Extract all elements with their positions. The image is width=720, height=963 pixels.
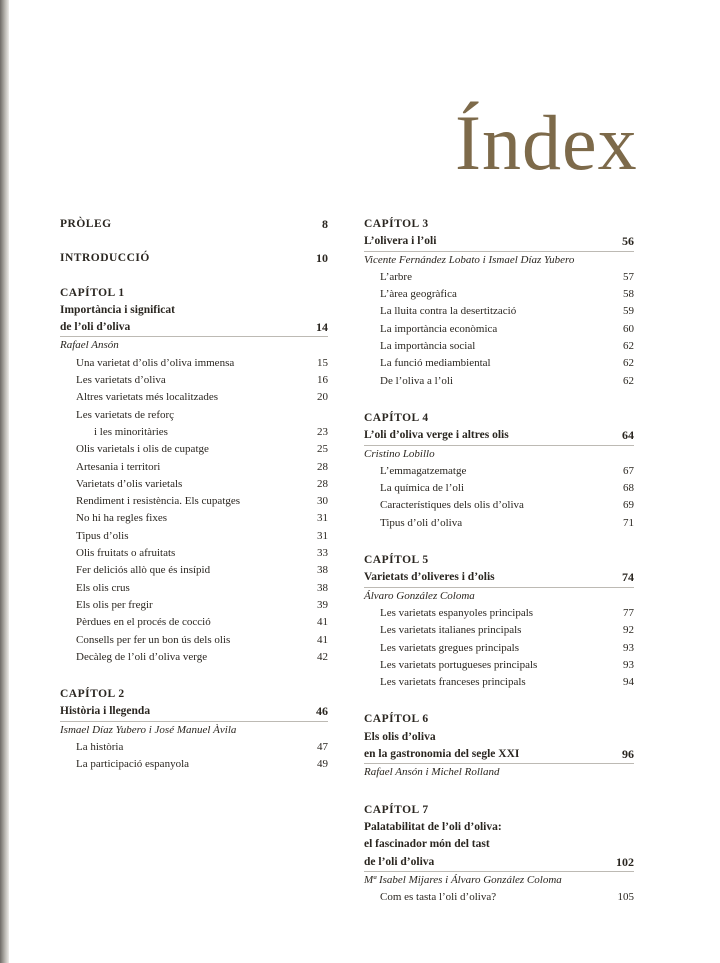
page-number: 93 [623,641,634,654]
toc-text: CAPÍTOL 3 [364,218,429,230]
page-number: 92 [623,624,634,637]
toc-subentry [60,528,328,545]
toc-column-right [364,216,634,906]
toc-text: La funció mediambiental [380,357,491,370]
page-number: 77 [623,606,634,619]
page-number: 62 [623,357,634,370]
toc-text: De l’oliva a l’oli [380,374,454,387]
toc-text: Vicente Fernández Lobato i Ismael Díaz Yubero [364,253,575,266]
chapter-heading [364,802,634,819]
spacer [60,233,328,250]
page-title: Índex [455,99,638,186]
page-number: 69 [623,499,634,512]
toc-subentry [60,545,328,562]
chapter-title [60,703,328,721]
toc-text: Els olis per fregir [76,598,153,611]
toc-text: La química de l’oli [380,482,464,495]
toc-text: L’olivera i l’oli [364,235,437,248]
toc-text: CAPÍTOL 6 [364,713,429,726]
toc-text: Les varietats franceses principals [380,676,526,689]
chapter-author [60,337,328,354]
spacer [364,390,634,410]
toc-text: Els olis d’oliva [364,730,436,743]
toc-subentry [60,614,328,631]
page-number: 96 [622,747,634,762]
spacer [364,691,634,711]
toc-entry [60,216,328,233]
page-number: 71 [623,516,634,529]
toc-subentry [364,674,634,691]
page-number: 62 [623,374,634,387]
page-number: 28 [317,477,328,490]
page-number: 67 [623,464,634,477]
toc-text: L’arbre [380,270,412,283]
chapter-heading [364,711,634,728]
toc-text: Varietats d’oliveres i d’olis [364,571,495,584]
toc-text: Artesania i territori [76,460,161,473]
toc-subentry [364,338,634,355]
toc-subentry [60,389,328,406]
chapter-author [364,872,634,889]
page-number: 20 [317,391,328,404]
page-number: 59 [623,305,634,318]
toc-text: INTRODUCCIÓ [60,252,150,265]
toc-text: Importància i significat [60,303,175,316]
page-number: 47 [317,741,328,754]
toc-entry [60,250,328,267]
toc-subentry [60,632,328,649]
page-number: 49 [317,758,328,771]
toc-subentry [60,493,328,510]
toc-subentry [60,407,328,424]
page-number: 62 [623,340,634,353]
toc-text: La importància social [380,340,476,353]
page-number: 16 [317,374,328,387]
toc-subentry [364,303,634,320]
toc-text: Les varietats portugueses principals [380,658,538,671]
chapter-title [364,729,634,746]
toc-subentry [60,756,328,773]
spacer [364,532,634,552]
toc-subentry [60,739,328,756]
toc-text: Les varietats d’oliva [76,374,166,387]
toc-text: Les varietats de reforç [76,408,175,421]
toc-text: Tipus d’oli d’oliva [380,516,463,529]
toc-text: Rendiment i resistència. Els cupatges [76,495,241,508]
page-number: 23 [317,425,328,438]
page-number: 41 [317,616,328,629]
toc-subentry [60,580,328,597]
toc-subentry [60,649,328,666]
toc-text: en la gastronomia del segle XXI [364,748,520,761]
toc-text: Com es tasta l’oli d’oliva? [380,891,497,904]
chapter-title [60,302,328,319]
chapter-title [364,836,634,853]
toc-text: Fer deliciós allò que és insípid [76,564,211,577]
toc-text: L’oli d’oliva verge i altres olis [364,429,509,442]
toc-text: PRÒLEG [60,218,112,230]
page-number: 28 [317,460,328,473]
toc-text: Cristino Lobillo [364,447,435,460]
page-number: 93 [623,658,634,671]
chapter-heading [364,552,634,569]
chapter-heading [60,686,328,703]
chapter-author [364,446,634,463]
toc-text: Pèrdues en el procés de cocció [76,616,211,629]
chapter-author [364,588,634,605]
toc-text: Decàleg de l’oli d’oliva verge [76,650,208,663]
chapter-heading [364,410,634,427]
toc-text: La importància econòmica [380,322,498,335]
toc-text: Varietats d’olis varietals [76,477,183,490]
chapter-title [364,569,634,587]
toc-subentry [60,355,328,372]
toc-text: Les varietats italianes principals [380,624,522,637]
toc-subentry [364,515,634,532]
page-number: 42 [317,650,328,663]
toc-text: Mª Isabel Mijares i Álvaro González Coloma [364,873,562,886]
chapter-heading [60,285,328,302]
toc-subentry [364,463,634,480]
page-number: 64 [622,428,634,443]
page-number: 25 [317,443,328,456]
chapter-title [364,427,634,445]
page-number: 31 [317,512,328,525]
toc-text: L’àrea geogràfica [380,288,457,301]
page-number: 56 [622,234,634,249]
toc-subentry [60,597,328,614]
book-spine-shadow [0,0,9,963]
page-number: 41 [317,633,328,646]
page-number: 30 [317,495,328,508]
toc-text: La lluita contra la desertització [380,305,517,318]
toc-text: Característiques dels olis d’oliva [380,499,524,512]
page-number: 33 [317,547,328,560]
page-number: 14 [316,320,328,335]
toc-text: La participació espanyola [76,758,190,771]
toc-text: Rafael Ansón [60,339,119,352]
page-number: 8 [322,217,328,231]
toc-text: i les minoritàries [94,425,168,438]
toc-text: Olis fruitats o afruitats [76,547,176,560]
toc-text: Ismael Díaz Yubero i José Manuel Àvila [60,723,237,736]
page-number: 58 [623,288,634,301]
toc-text: Álvaro González Coloma [364,589,475,602]
toc-subentry [364,605,634,622]
toc-column-left [60,216,328,774]
spacer [60,268,328,285]
page-number: 10 [316,251,328,266]
toc-subentry [364,355,634,372]
toc-subentry [364,889,634,906]
chapter-author [364,764,634,781]
toc-text: de l’oli d’oliva [364,855,435,868]
toc-subentry [364,622,634,639]
toc-subentry [364,286,634,303]
page-number: 38 [317,581,328,594]
toc-subentry [60,424,328,441]
page-number: 31 [317,529,328,542]
toc-text: L’emmagatzematge [380,464,467,477]
page-number: 46 [316,704,328,719]
toc-text: Els olis crus [76,581,130,594]
toc-text: CAPÍTOL 5 [364,554,429,567]
page-number: 74 [622,570,634,585]
toc-text: Les varietats espanyoles principals [380,606,534,619]
toc-text: CAPÍTOL 7 [364,803,429,816]
chapter-title [364,746,634,764]
toc-text: Tipus d’olis [76,529,129,542]
toc-text: CAPÍTOL 1 [60,286,125,299]
spacer [60,666,328,686]
chapter-author [364,252,634,269]
toc-text: Consells per fer un bon ús dels olis [76,633,231,646]
page-number: 60 [623,322,634,335]
toc-text: La història [76,741,124,754]
page-number: 38 [317,564,328,577]
toc-subentry [60,562,328,579]
toc-subentry [364,640,634,657]
page-number: 105 [617,891,634,904]
toc-text: Les varietats gregues principals [380,641,519,654]
chapter-title [364,233,634,251]
toc-subentry [364,497,634,514]
toc-text: CAPÍTOL 4 [364,411,429,424]
toc-subentry [60,510,328,527]
chapter-heading [364,216,634,233]
toc-text: Una varietat d’olis d’oliva immensa [76,356,235,369]
chapter-title [60,319,328,337]
toc-text: No hi ha regles fixes [76,512,168,525]
toc-subentry [364,657,634,674]
toc-subentry [364,480,634,497]
chapter-title [364,854,634,872]
page-number: 15 [317,356,328,369]
toc-text: Altres varietats més localitzades [76,391,219,404]
toc-subentry [364,373,634,390]
toc-text: Olis varietals i olis de cupatge [76,443,209,456]
toc-subentry [364,269,634,286]
toc-text: CAPÍTOL 2 [60,688,125,701]
page-number: 94 [623,676,634,689]
toc-text: Palatabilitat de l’oli d’oliva: [364,820,502,833]
toc-subentry [60,372,328,389]
page-number: 39 [317,598,328,611]
chapter-title [364,819,634,836]
toc-subentry [60,441,328,458]
page-number: 57 [623,270,634,283]
toc-subentry [60,459,328,476]
toc-subentry [60,476,328,493]
toc-text: de l’oli d’oliva [60,321,131,334]
spacer [364,782,634,802]
toc-text: Rafael Ansón i Michel Rolland [364,766,500,779]
toc-text: Història i llegenda [60,705,151,718]
toc-text: el fascinador món del tast [364,838,490,851]
page-number: 102 [616,854,634,869]
toc-subentry [364,321,634,338]
page-number: 68 [623,482,634,495]
chapter-author [60,722,328,739]
